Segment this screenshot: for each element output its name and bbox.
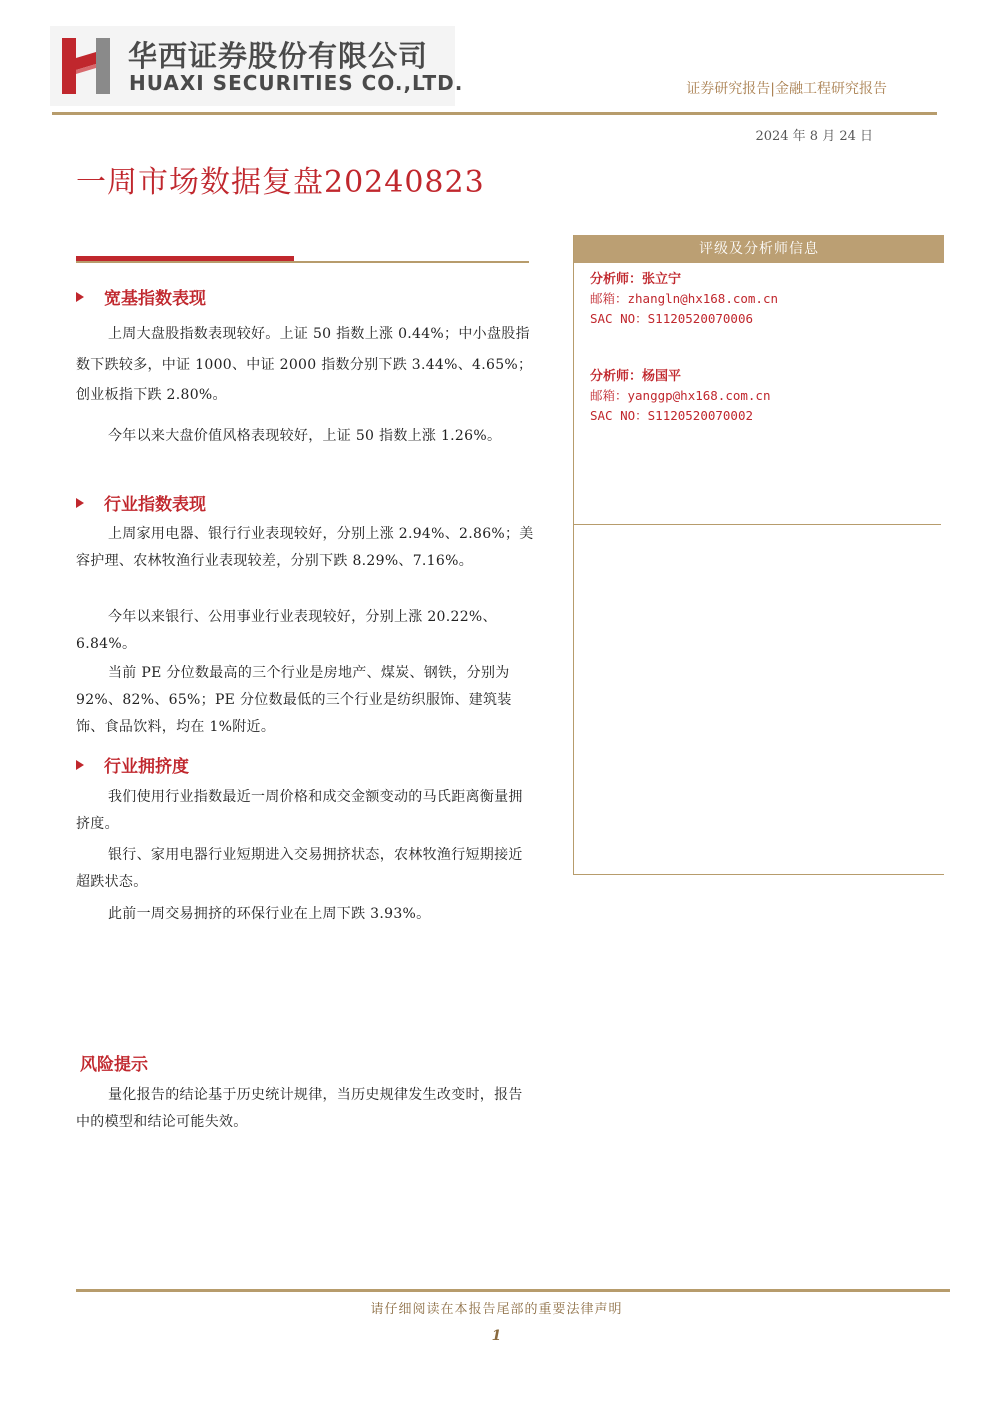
analyst-1-email: 邮箱：zhangln@hx168.com.cn <box>590 291 779 306</box>
triangle-bullet-icon <box>76 760 84 770</box>
analyst-1-name: 分析师：张立宁 <box>590 272 682 287</box>
analyst-1-sac: SAC NO：S1120520070006 <box>590 311 754 326</box>
section-heading-broad-index: 宽基指数表现 <box>76 284 206 309</box>
analyst-2-sac: SAC NO：S1120520070002 <box>590 408 754 423</box>
analyst-2-name: 分析师：杨国平 <box>590 369 682 384</box>
info-box-divider <box>573 524 941 525</box>
section-heading-industry-index: 行业指数表现 <box>76 490 206 515</box>
analyst-info-heading: 评级及分析师信息 <box>574 235 944 263</box>
report-date: 2024 年 8 月 24 日 <box>755 129 873 144</box>
company-logo-icon <box>62 38 114 94</box>
broad-index-paragraph-2: 今年以来大盘价值风格表现较好，上证 50 指数上涨 1.26%。 <box>108 428 502 444</box>
section-heading-crowding: 行业拥挤度 <box>76 752 189 777</box>
industry-index-paragraph-3: 当前 PE 分位数最高的三个行业是房地产、煤炭、钢铁，分别为 92%、82%、65%；PE 分位数最低的三个行业是纺织服饰、建筑装饰、食品饮料，均在 1%附近。 <box>76 665 512 735</box>
risk-paragraph: 量化报告的结论基于历史统计规律，当历史规律发生改变时，报告中的模型和结论可能失效。 <box>76 1087 523 1130</box>
legal-notice: 请仔细阅读在本报告尾部的重要法律声明 <box>370 1302 623 1317</box>
broad-index-paragraph-1: 上周大盘股指数表现较好。上证 50 指数上涨 0.44%；中小盘股指数下跌较多，中证 1000、中证 2000 指数分别下跌 3.44%、4.65%；创业板指下跌 2.80%。 <box>76 326 533 403</box>
header-divider <box>52 112 937 115</box>
report-title: 一周市场数据复盘20240823 <box>76 165 485 200</box>
footer-divider <box>76 1289 950 1292</box>
triangle-bullet-icon <box>76 292 84 302</box>
industry-index-paragraph-1: 上周家用电器、银行行业表现较好，分别上涨 2.94%、2.86%；美容护理、农林牧渔行业表现较差，分别下跌 8.29%、7.16%。 <box>76 526 534 569</box>
crowding-paragraph-2: 银行、家用电器行业短期进入交易拥挤状态，农林牧渔行短期接近超跌状态。 <box>76 847 523 890</box>
section-divider <box>76 261 529 263</box>
triangle-bullet-icon <box>76 498 84 508</box>
page-number: 1 <box>491 1328 502 1344</box>
company-name-en: HUAXI SECURITIES CO.,LTD. <box>129 71 464 95</box>
crowding-paragraph-1: 我们使用行业指数最近一周价格和成交金额变动的马氏距离衡量拥挤度。 <box>76 789 523 832</box>
crowding-paragraph-3: 此前一周交易拥挤的环保行业在上周下跌 3.93%。 <box>108 906 431 922</box>
report-category: 证券研究报告|金融工程研究报告 <box>686 81 887 97</box>
info-box-border-bottom <box>573 874 944 875</box>
section-heading-risk: 风险提示 <box>80 1055 148 1075</box>
info-box-border-left <box>573 235 574 875</box>
industry-index-paragraph-2: 今年以来银行、公用事业行业表现较好，分别上涨 20.22%、6.84%。 <box>76 609 497 652</box>
company-name-cn: 华西证券股份有限公司 <box>128 39 429 73</box>
analyst-2-email: 邮箱：yanggp@hx168.com.cn <box>590 388 771 403</box>
